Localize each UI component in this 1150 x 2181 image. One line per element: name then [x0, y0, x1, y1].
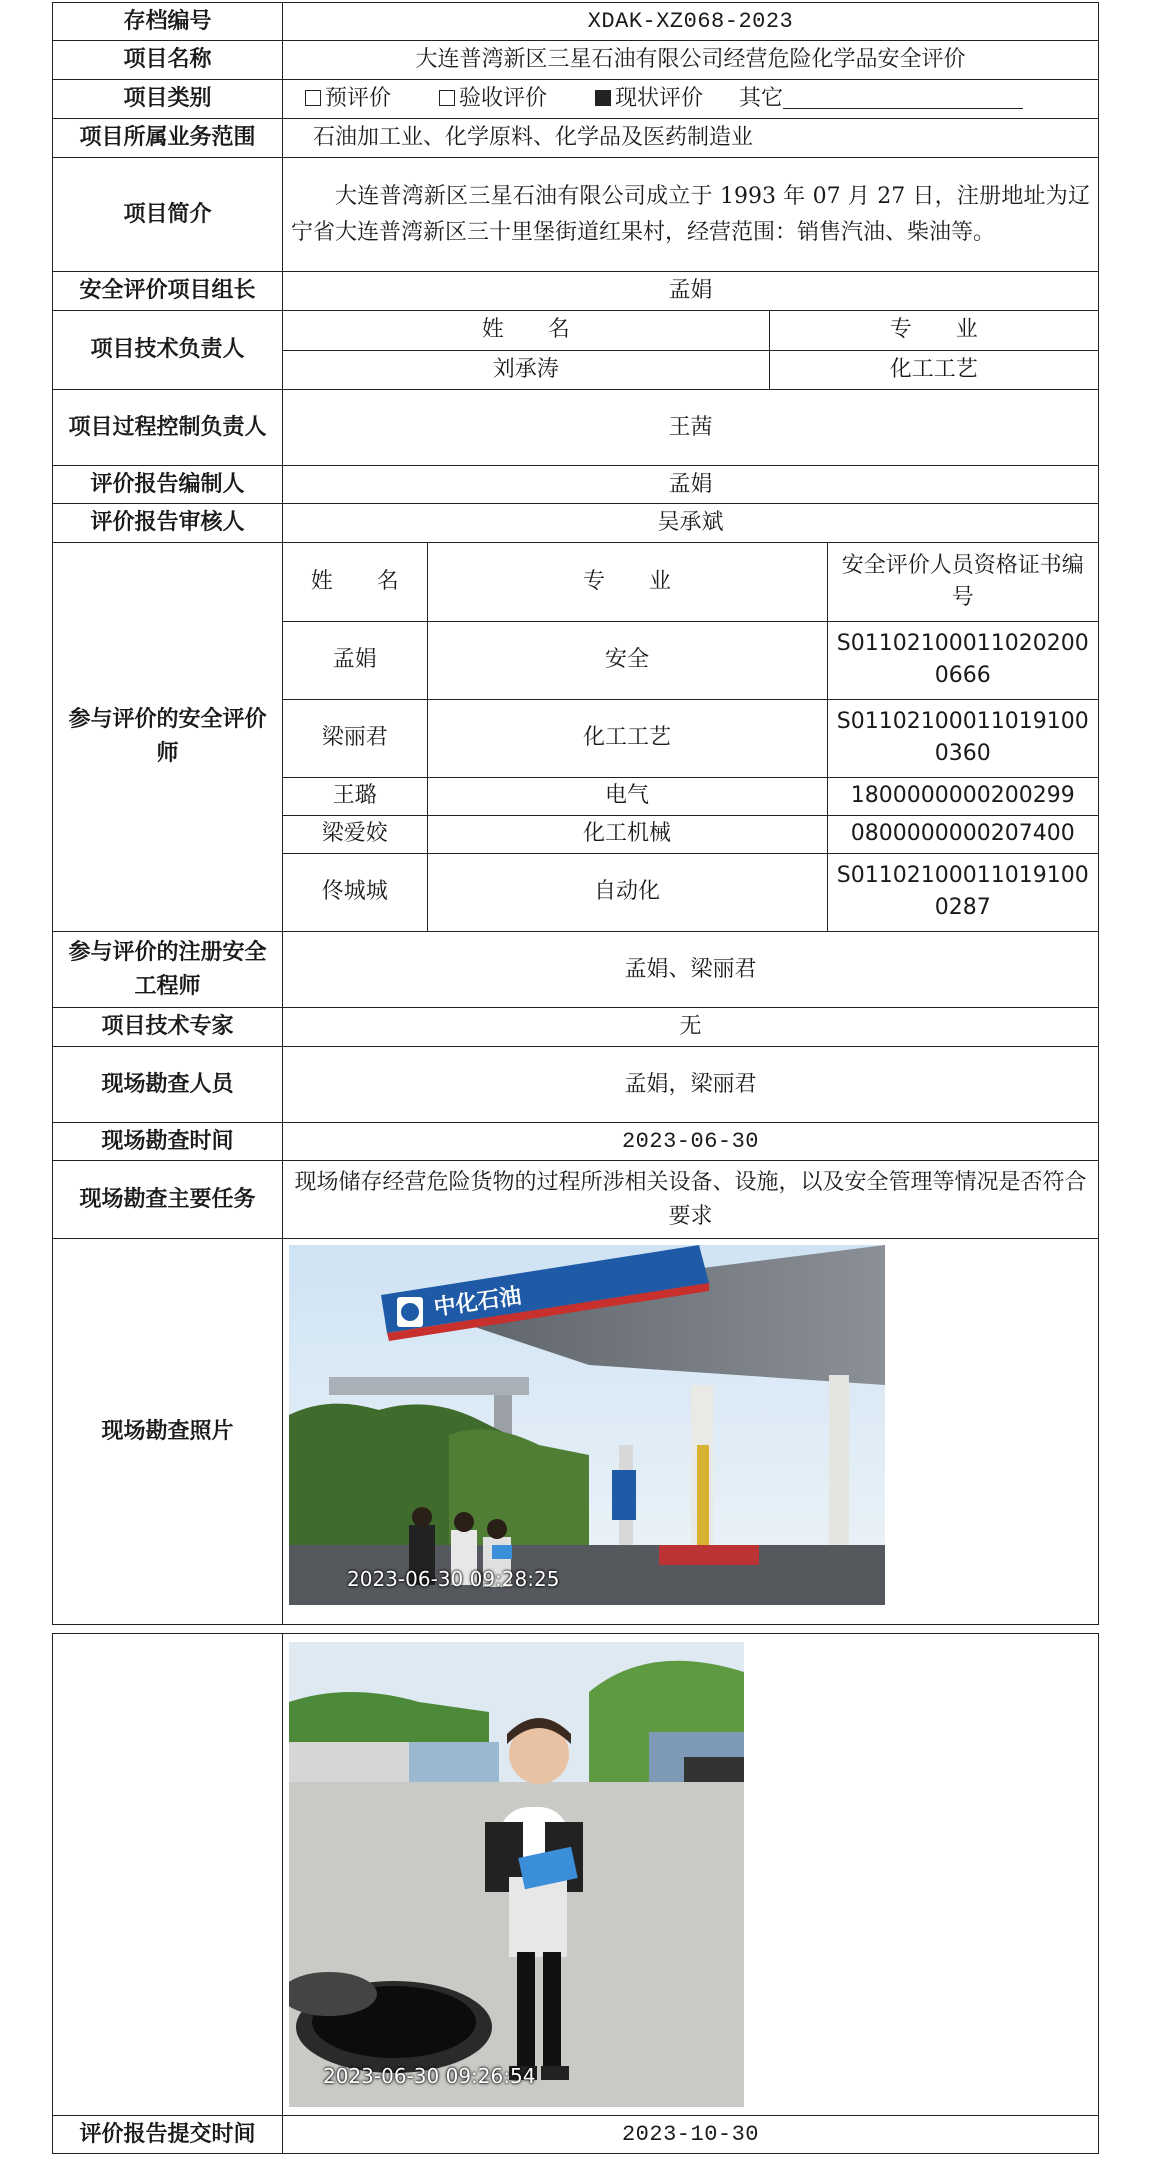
report-reviewer-value: 吴承斌 [283, 504, 1099, 543]
site-task-value: 现场储存经营危险货物的过程所涉相关设备、设施，以及安全管理等情况是否符合要求 [283, 1161, 1099, 1239]
option-status-evaluation[interactable]: 现状评价 [595, 83, 703, 115]
tech-lead-major: 化工工艺 [769, 350, 1098, 389]
evaluators-cert-header: 安全评价人员资格证书编号 [827, 543, 1098, 621]
team-leader-value: 孟娟 [283, 272, 1099, 311]
row-site-time [53, 1123, 1099, 1161]
row-site-task [53, 1161, 1099, 1239]
tech-lead-name: 刘承涛 [283, 350, 769, 389]
gas-station-photo [289, 1245, 885, 1605]
evaluator-major: 自动化 [427, 853, 827, 931]
summary-value: 大连普湾新区三星石油有限公司成立于 1993 年 07 月 27 日，注册地址为辽宁省大连普湾新区三十里堡街道红果村，经营范围：销售汽油、柴油等。 [283, 158, 1099, 272]
record-table [52, 2, 1099, 1625]
row-summary [53, 158, 1099, 272]
project-type-label: 项目类别 [53, 80, 283, 119]
process-control-value: 王茜 [283, 390, 1099, 466]
evaluator-cert: S011021000110191000360 [827, 699, 1098, 777]
evaluation-record-sheet [52, 2, 1098, 2154]
photo2-timestamp: 2023-06-30 09:26:54 [323, 2064, 536, 2088]
tech-expert-value: 无 [283, 1008, 1099, 1047]
row-team-leader [53, 272, 1099, 311]
evaluator-cert: 0800000000207400 [827, 815, 1098, 853]
site-staff-label: 现场勘查人员 [53, 1047, 283, 1123]
tech-lead-table [283, 311, 1098, 389]
site-photo-gas-station [289, 1245, 885, 1605]
registered-engineers-label: 参与评价的注册安全工程师 [53, 932, 283, 1008]
evaluator-major: 安全 [427, 621, 827, 699]
site-task-label: 现场勘查主要任务 [53, 1161, 283, 1239]
project-name-value: 大连普湾新区三星石油有限公司经营危险化学品安全评价 [283, 41, 1099, 80]
evaluator-name: 佟城城 [283, 853, 427, 931]
site-time-value: 2023-06-30 [283, 1123, 1099, 1161]
row-site-photo-2 [53, 1634, 1099, 2116]
station-sign-text: 中化石油 [432, 1283, 523, 1321]
evaluator-cert: S011021000110202000666 [827, 621, 1098, 699]
checkbox-acceptance-evaluation[interactable] [439, 90, 455, 106]
submit-time-label: 评价报告提交时间 [53, 2116, 283, 2154]
table-row [283, 777, 1098, 815]
tech-lead-major-header: 专 业 [769, 311, 1098, 350]
evaluator-name: 孟娟 [283, 621, 427, 699]
row-business-scope [53, 119, 1099, 158]
summary-label: 项目简介 [53, 158, 283, 272]
table-row [283, 853, 1098, 931]
table-row [283, 699, 1098, 777]
row-evaluators [53, 543, 1099, 932]
evaluator-name: 梁爱姣 [283, 815, 427, 853]
row-site-staff [53, 1047, 1099, 1123]
tech-expert-label: 项目技术专家 [53, 1008, 283, 1047]
evaluator-name: 梁丽君 [283, 699, 427, 777]
option-other-label: 其它 [739, 86, 784, 111]
row-archive-no [53, 3, 1099, 41]
checkbox-status-evaluation[interactable] [595, 90, 611, 106]
archive-no-value: XDAK-XZ068-2023 [283, 3, 1099, 41]
evaluators-table [283, 543, 1098, 931]
evaluators-name-header: 姓 名 [283, 543, 427, 621]
report-reviewer-label: 评价报告审核人 [53, 504, 283, 543]
project-name-label: 项目名称 [53, 41, 283, 80]
row-report-author [53, 466, 1099, 504]
row-report-reviewer [53, 504, 1099, 543]
process-control-label: 项目过程控制负责人 [53, 390, 283, 466]
site-staff-value: 孟娟，梁丽君 [283, 1047, 1099, 1123]
row-tech-lead [53, 311, 1099, 390]
site-photo-tank-inspection [289, 1642, 744, 2107]
record-table-continued [52, 1633, 1099, 2154]
row-submit-time [53, 2116, 1099, 2154]
business-scope-label: 项目所属业务范围 [53, 119, 283, 158]
site-photos-label: 现场勘查照片 [53, 1239, 283, 1625]
project-type-options [283, 80, 1099, 119]
checkbox-pre-evaluation[interactable] [305, 90, 321, 106]
tank-inspection-photo [289, 1642, 744, 2107]
tech-lead-label: 项目技术负责人 [53, 311, 283, 390]
row-project-type [53, 80, 1099, 119]
evaluator-major: 化工机械 [427, 815, 827, 853]
evaluators-label: 参与评价的安全评价师 [53, 543, 283, 932]
evaluator-name: 王璐 [283, 777, 427, 815]
row-tech-expert [53, 1008, 1099, 1047]
photo1-timestamp: 2023-06-30 09:28:25 [347, 1567, 560, 1591]
row-site-photo-1 [53, 1239, 1099, 1625]
evaluators-header-row [283, 543, 1098, 621]
registered-engineers-value: 孟娟、梁丽君 [283, 932, 1099, 1008]
evaluator-major: 电气 [427, 777, 827, 815]
evaluator-cert: S011021000110191000287 [827, 853, 1098, 931]
evaluator-major: 化工工艺 [427, 699, 827, 777]
row-project-name [53, 41, 1099, 80]
option-other-blank[interactable] [783, 84, 1023, 109]
report-author-label: 评价报告编制人 [53, 466, 283, 504]
submit-time-value: 2023-10-30 [283, 2116, 1099, 2154]
evaluator-cert: 1800000000200299 [827, 777, 1098, 815]
business-scope-value: 石油加工业、化学原料、化学品及医药制造业 [283, 119, 1099, 158]
evaluators-major-header: 专 业 [427, 543, 827, 621]
table-row [283, 621, 1098, 699]
row-process-control [53, 390, 1099, 466]
row-registered-engineers [53, 932, 1099, 1008]
option-acceptance-evaluation[interactable]: 验收评价 [439, 83, 547, 115]
site-time-label: 现场勘查时间 [53, 1123, 283, 1161]
report-author-value: 孟娟 [283, 466, 1099, 504]
table-row [283, 815, 1098, 853]
archive-no-label: 存档编号 [53, 3, 283, 41]
team-leader-label: 安全评价项目组长 [53, 272, 283, 311]
tech-lead-name-header: 姓 名 [283, 311, 769, 350]
option-pre-evaluation[interactable]: 预评价 [305, 83, 391, 115]
